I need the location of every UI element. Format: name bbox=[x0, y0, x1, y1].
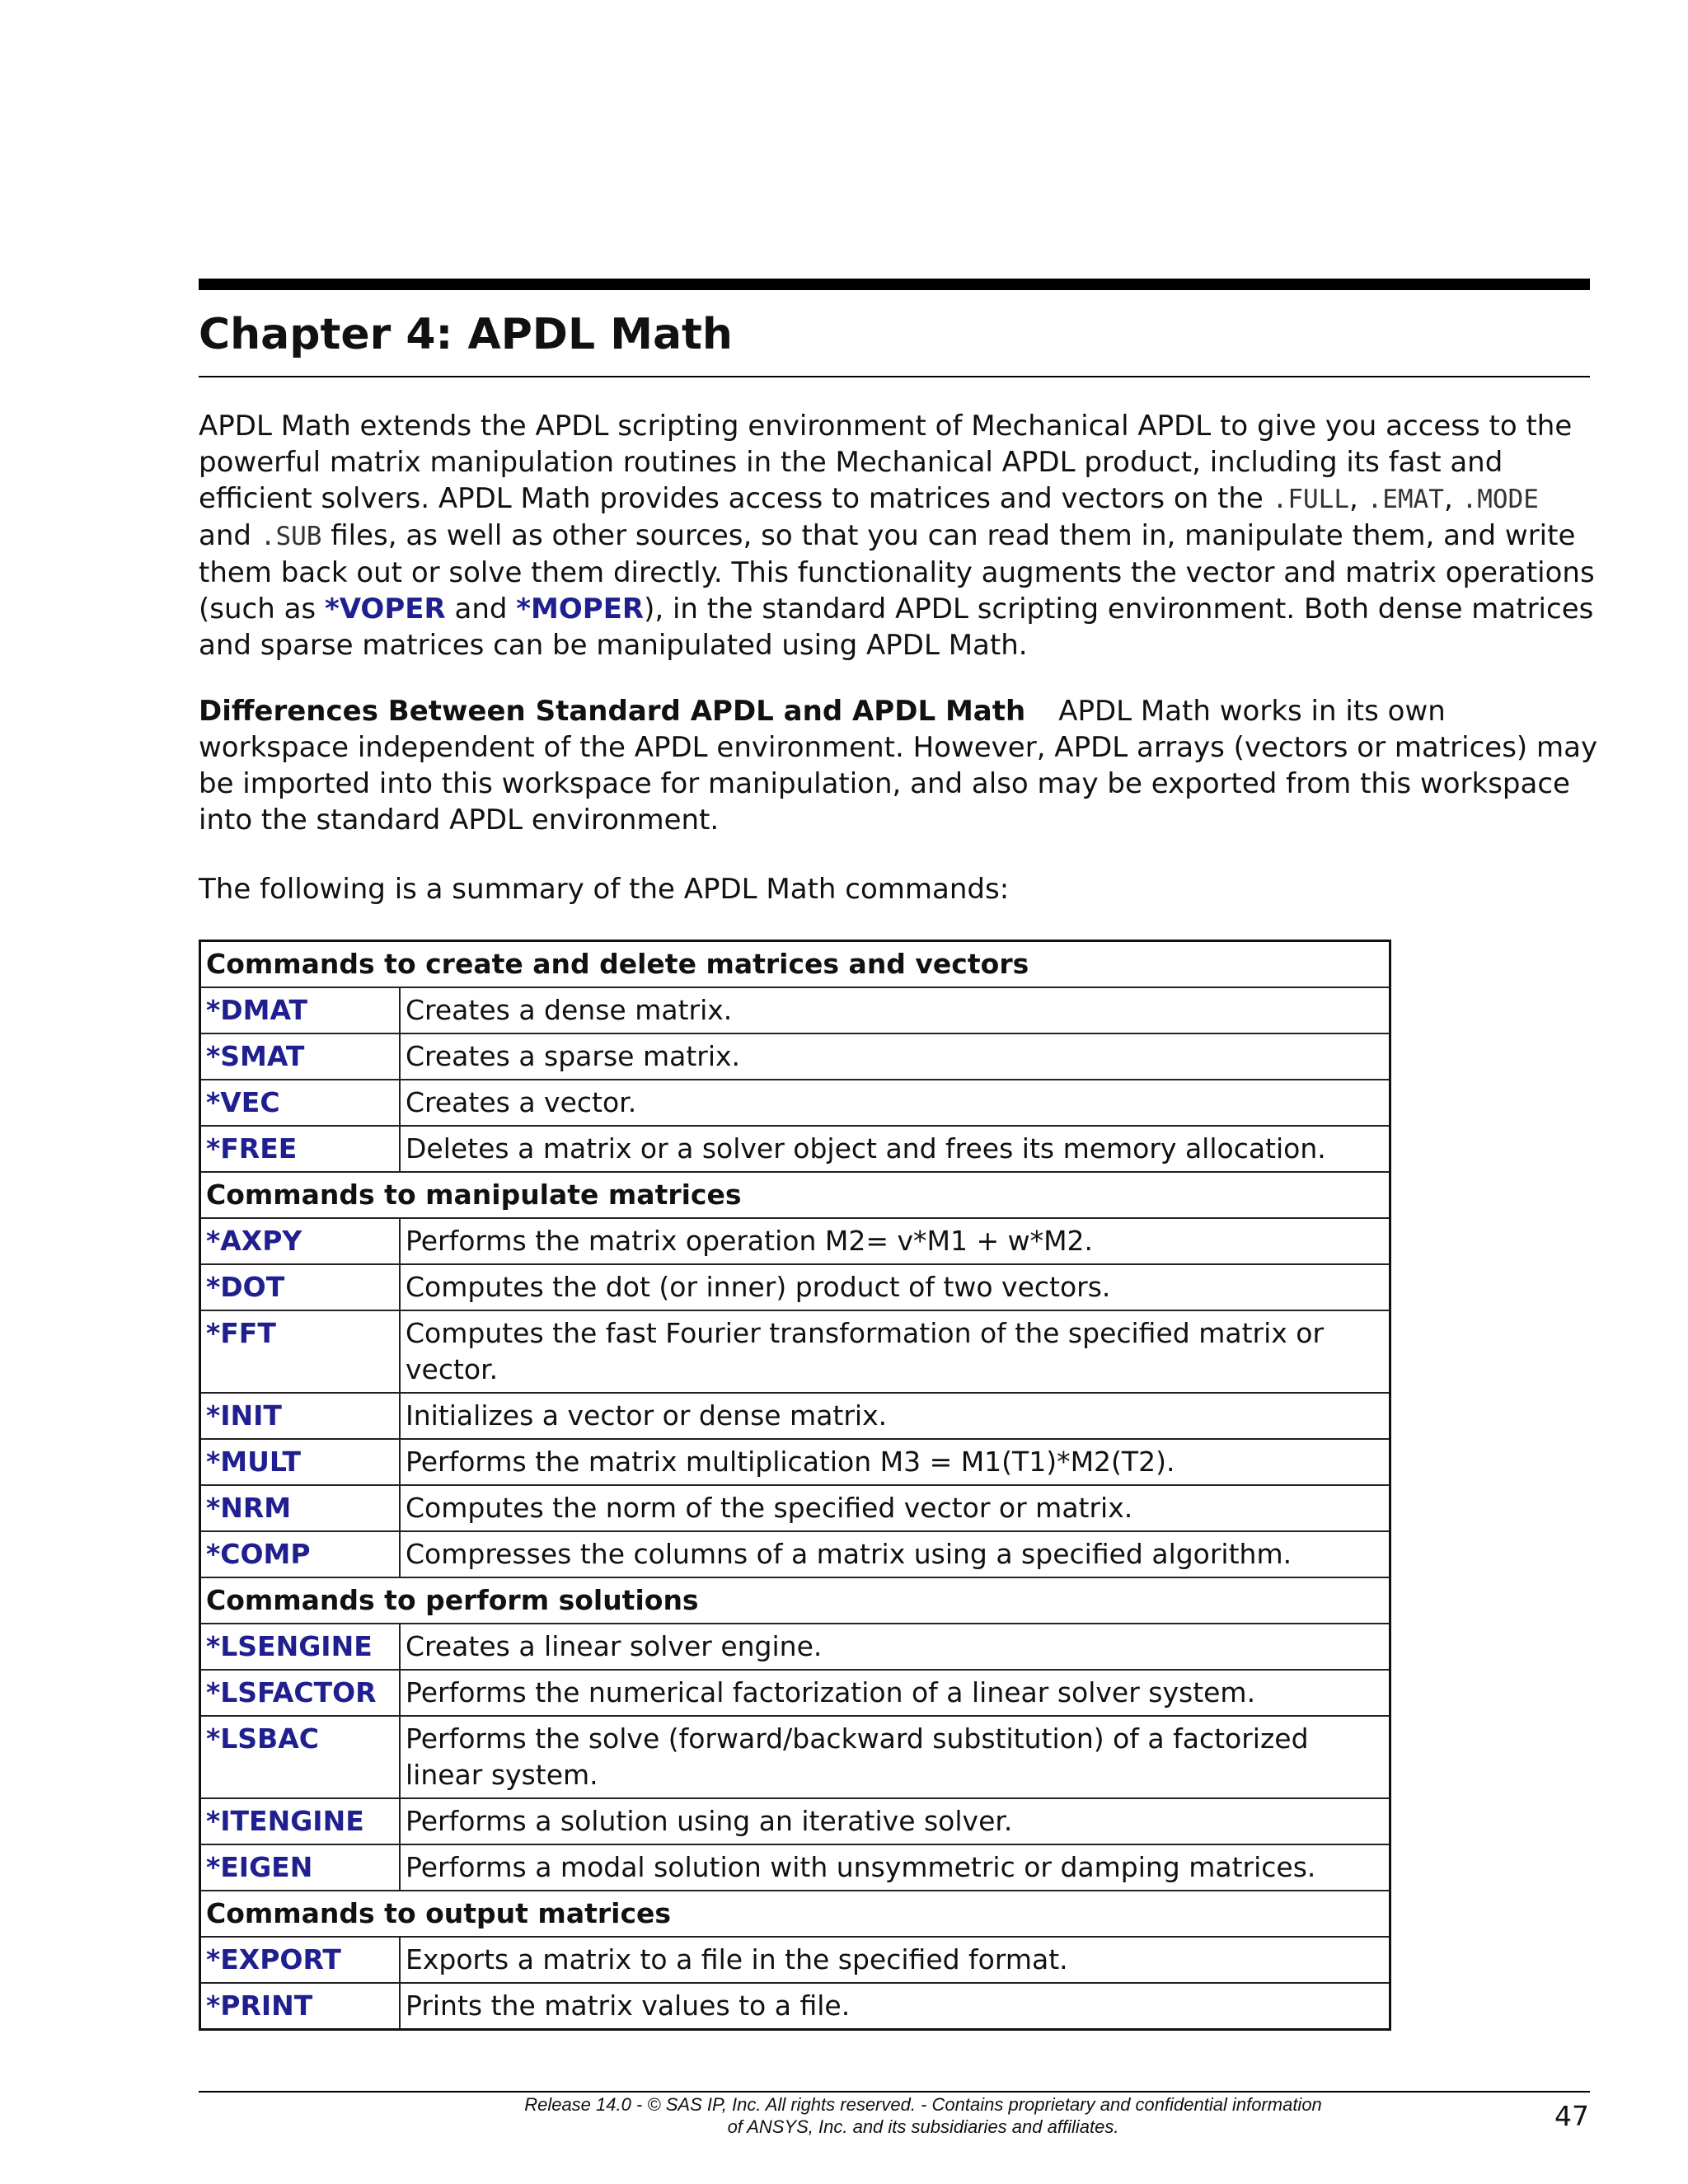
table-group-row bbox=[200, 1172, 1390, 1218]
table-row bbox=[200, 1531, 1390, 1577]
chapter-top-rule bbox=[199, 279, 1590, 290]
table-row bbox=[200, 1393, 1390, 1439]
page-number: 47 bbox=[1554, 2100, 1589, 2132]
table-row bbox=[200, 987, 1390, 1033]
table-row bbox=[200, 1439, 1390, 1485]
footer-rule bbox=[199, 2091, 1590, 2093]
command-description: Prints the matrix values to a file. bbox=[400, 1983, 1390, 2030]
intro-paragraph bbox=[199, 408, 1600, 663]
command-description: Performs the matrix operation M2= v*M1 + w*M2. bbox=[400, 1218, 1390, 1264]
command-description: Performs the matrix multiplication M3 = M1(T1)*M2(T2). bbox=[400, 1439, 1390, 1485]
table-row bbox=[200, 1670, 1390, 1716]
group-heading: Commands to manipulate matrices bbox=[200, 1172, 1390, 1218]
command-description: Creates a dense matrix. bbox=[400, 987, 1390, 1033]
command-link[interactable]: *VEC bbox=[200, 1080, 401, 1126]
link-moper[interactable]: *MOPER bbox=[516, 593, 645, 626]
intro-and-1: and bbox=[199, 519, 260, 552]
file-ext-mode: .MODE bbox=[1461, 485, 1539, 514]
intro-text-2: files, as well as other sources, so that you can read them in, manipulate them, and write them back out or solve them directly. This functionality augments the vector and matrix operations (such as bbox=[199, 519, 1595, 626]
command-link[interactable]: *LSBAC bbox=[200, 1716, 401, 1798]
table-group-row bbox=[200, 1577, 1390, 1624]
command-description: Computes the fast Fourier transformation of the specified matrix or vector. bbox=[400, 1310, 1390, 1393]
file-ext-emat: .EMAT bbox=[1367, 485, 1444, 514]
table-row bbox=[200, 1033, 1390, 1080]
table-row bbox=[200, 1844, 1390, 1891]
summary-intro: The following is a summary of the APDL Math commands: bbox=[199, 873, 1010, 906]
command-link[interactable]: *ITENGINE bbox=[200, 1798, 401, 1844]
command-link[interactable]: *NRM bbox=[200, 1485, 401, 1531]
intro-sep-1: , bbox=[1349, 482, 1367, 515]
command-description: Computes the norm of the specified vector or matrix. bbox=[400, 1485, 1390, 1531]
command-description: Performs the solve (forward/backward substitution) of a factorized linear system. bbox=[400, 1716, 1390, 1798]
group-heading: Commands to output matrices bbox=[200, 1891, 1390, 1937]
link-voper[interactable]: *VOPER bbox=[324, 593, 446, 626]
command-link[interactable]: *FREE bbox=[200, 1126, 401, 1172]
footer-line-2: of ANSYS, Inc. and its subsidiaries and affiliates. bbox=[727, 2116, 1119, 2137]
table-row bbox=[200, 1264, 1390, 1310]
command-link[interactable]: *PRINT bbox=[200, 1983, 401, 2030]
file-ext-sub: .SUB bbox=[260, 522, 322, 551]
commands-table bbox=[199, 940, 1391, 2031]
differences-heading: Differences Between Standard APDL and APDL Math bbox=[199, 695, 1026, 728]
table-row bbox=[200, 1126, 1390, 1172]
intro-text-3: ), in the standard APDL scripting environment. Both dense matrices and sparse matrices can be manipulated using APDL Math. bbox=[199, 593, 1594, 662]
command-link[interactable]: *LSFACTOR bbox=[200, 1670, 401, 1716]
command-link[interactable]: *DMAT bbox=[200, 987, 401, 1033]
table-row bbox=[200, 1310, 1390, 1393]
command-description: Exports a matrix to a file in the specified format. bbox=[400, 1937, 1390, 1983]
command-description: Creates a vector. bbox=[400, 1080, 1390, 1126]
intro-text-1: APDL Math extends the APDL scripting environment of Mechanical APDL to give you access to the powerful matrix manipulation routines in the Mechanical APDL product, including its fast and efficient solvers. APDL Math provides access to matrices and vectors on the bbox=[199, 410, 1573, 515]
command-description: Deletes a matrix or a solver object and frees its memory allocation. bbox=[400, 1126, 1390, 1172]
command-description: Initializes a vector or dense matrix. bbox=[400, 1393, 1390, 1439]
group-heading: Commands to perform solutions bbox=[200, 1577, 1390, 1624]
table-group-row bbox=[200, 1891, 1390, 1937]
table-row bbox=[200, 1218, 1390, 1264]
command-link[interactable]: *INIT bbox=[200, 1393, 401, 1439]
table-row bbox=[200, 1485, 1390, 1531]
chapter-title: Chapter 4: APDL Math bbox=[199, 310, 733, 359]
command-description: Computes the dot (or inner) product of two vectors. bbox=[400, 1264, 1390, 1310]
table-row bbox=[200, 1716, 1390, 1798]
group-heading: Commands to create and delete matrices and vectors bbox=[200, 941, 1390, 988]
differences-text: APDL Math works in its own workspace independent of the APDL environment. However, APDL arrays (vectors or matrices) may be imported into this workspace for manipulation, and also may be exported from this workspace into the standard APDL environment. bbox=[199, 695, 1598, 837]
footer-line-1: Release 14.0 - © SAS IP, Inc. All rights reserved. - Contains proprietary and confidential information bbox=[524, 2094, 1322, 2115]
command-link[interactable]: *COMP bbox=[200, 1531, 401, 1577]
command-description: Creates a sparse matrix. bbox=[400, 1033, 1390, 1080]
table-row bbox=[200, 1983, 1390, 2030]
intro-sep-2: , bbox=[1443, 482, 1462, 515]
command-description: Compresses the columns of a matrix using a specified algorithm. bbox=[400, 1531, 1390, 1577]
table-row bbox=[200, 1798, 1390, 1844]
command-link[interactable]: *DOT bbox=[200, 1264, 401, 1310]
table-row bbox=[200, 1080, 1390, 1126]
title-underline bbox=[199, 376, 1590, 377]
command-link[interactable]: *AXPY bbox=[200, 1218, 401, 1264]
command-link[interactable]: *EXPORT bbox=[200, 1937, 401, 1983]
file-ext-full: .FULL bbox=[1272, 485, 1349, 514]
table-row bbox=[200, 1937, 1390, 1983]
command-description: Performs a solution using an iterative solver. bbox=[400, 1798, 1390, 1844]
differences-paragraph bbox=[199, 693, 1600, 838]
footer-copyright bbox=[346, 2093, 1500, 2138]
command-link[interactable]: *EIGEN bbox=[200, 1844, 401, 1891]
command-link[interactable]: *LSENGINE bbox=[200, 1624, 401, 1670]
table-row bbox=[200, 1624, 1390, 1670]
command-link[interactable]: *MULT bbox=[200, 1439, 401, 1485]
command-link[interactable]: *SMAT bbox=[200, 1033, 401, 1080]
table-group-row bbox=[200, 941, 1390, 988]
intro-and-2: and bbox=[445, 593, 517, 626]
command-description: Performs a modal solution with unsymmetric or damping matrices. bbox=[400, 1844, 1390, 1891]
command-description: Performs the numerical factorization of a linear solver system. bbox=[400, 1670, 1390, 1716]
command-link[interactable]: *FFT bbox=[200, 1310, 401, 1393]
command-description: Creates a linear solver engine. bbox=[400, 1624, 1390, 1670]
